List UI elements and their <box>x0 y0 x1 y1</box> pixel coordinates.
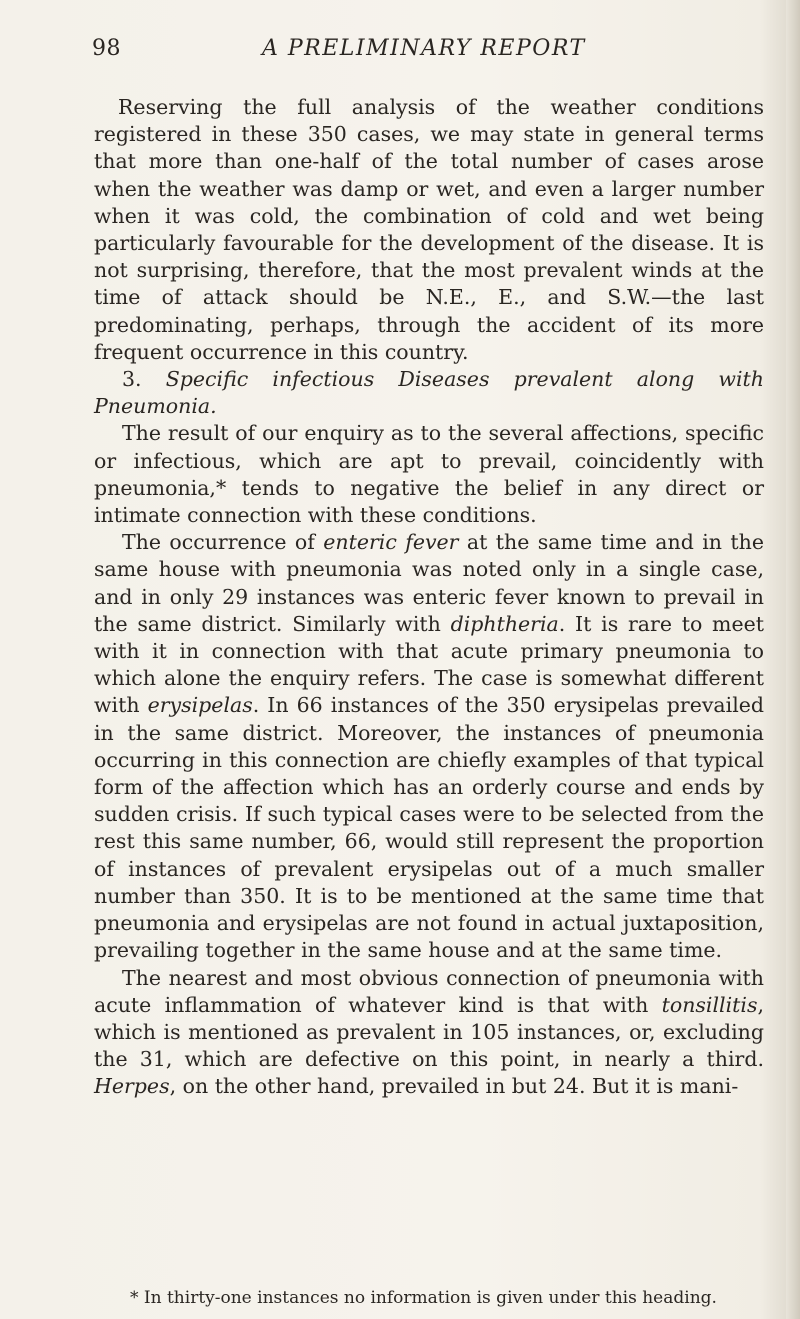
text-run: , on the other hand, prevailed in but 24. But it is mani- <box>169 1074 739 1099</box>
text-run: , which is mentioned as prevalent in 105 instances, or, excluding the 31, which are defective on this point, in nearly a third. <box>94 992 764 1072</box>
italic-term-diphtheria: diphtheria <box>450 611 559 636</box>
section-title: Specific infectious Diseases prevalent along with Pneumonia. <box>94 367 764 419</box>
section-number: 3. <box>122 367 142 392</box>
running-title: A PRELIMINARY REPORT <box>262 36 586 61</box>
paragraph-result: The result of our enquiry as to the several affections, specific or infectious, which are apt to prevail, coincidently with pneumonia,* tends to negative the belief in any direct or intimate connection with these conditions. <box>94 421 764 528</box>
paragraph-weather: Reserving the full analysis of the weather conditions registered in these 350 cases, we may state in general terms that more than one-half of the total number of cases arose when the weather was damp or wet, and even a larger number when it was cold, the combination of cold and wet being particularly favourable for the development of the disease. It is not surprising, therefore, that the most prevalent winds at the time of attack should be N.E., E., and S.W.—the last predominating, perhaps, through the accident of its more frequent occurrence in this country. <box>94 95 764 364</box>
text-run: . It is rare to meet with it in connection with that acute primary pneumonia to which alone the enquiry refers. The case is somewhat different with <box>94 611 764 718</box>
text-run: at the same time and in the same house with pneumonia was noted only in a single case, and in only 29 instances was enteric fever known to prevail in the same district. Similarly with <box>94 530 764 636</box>
body-text <box>94 94 764 1101</box>
section-heading <box>94 366 764 420</box>
italic-term-herpes: Herpes <box>94 1074 170 1099</box>
paragraph-tonsillitis <box>94 965 764 1101</box>
page-number: 98 <box>92 36 121 61</box>
page-header <box>0 36 800 76</box>
italic-term-tonsillitis: tonsillitis <box>661 992 758 1017</box>
text-run: The nearest and most obvious connection of pneumonia with acute inflammation of whatever kind is that with <box>94 965 764 1017</box>
footnote: * In thirty-one instances no information is given under this heading. <box>130 1288 717 1308</box>
italic-term-erysipelas: erysipelas <box>147 693 253 718</box>
text-run: . In 66 instances of the 350 erysipelas prevailed in the same district. Moreover, the instances of pneumonia occurring in this connection are chiefly examples of that typical form of the affection which has an orderly course and ends by sudden crisis. If such typical cases were to be selected from the rest this same number, 66, would still represent the proportion of instances of prevalent erysipelas out of a much smaller number than 350. It is to be mentioned at the same time that pneumonia and erysipelas are not found in actual juxtaposition, prevailing together in the same house and at the same time. <box>94 693 765 963</box>
italic-term-enteric-fever: enteric fever <box>323 530 459 555</box>
page-edge-shadow <box>786 0 800 1319</box>
text-run: The occurrence of <box>122 530 324 555</box>
paragraph-enteric <box>94 529 764 964</box>
